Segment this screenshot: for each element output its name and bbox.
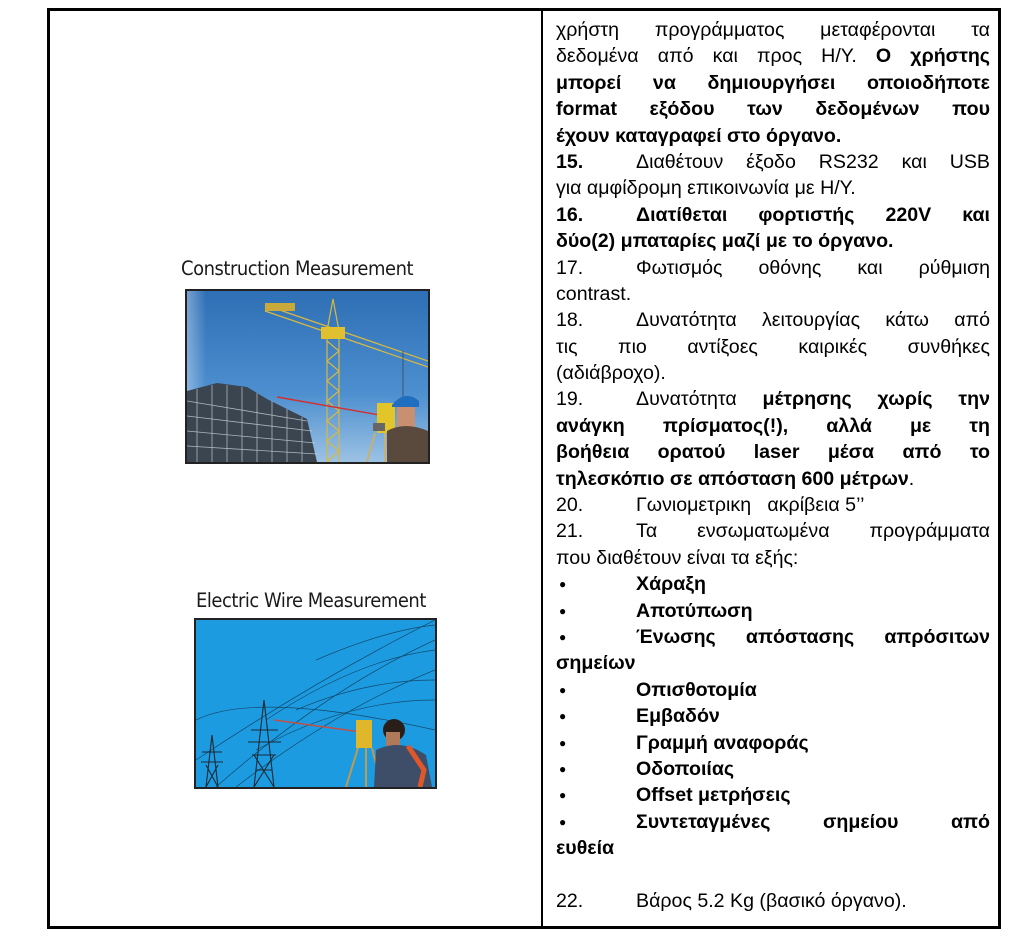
spec-text-bold: τηλεσκόπιο σε απόσταση 600 μέτρων — [556, 467, 909, 490]
specs-cell — [543, 11, 998, 926]
figure-caption-construction: Construction Measurement — [181, 257, 414, 280]
spec-text: που διαθέτουν είναι τα εξής: — [556, 546, 799, 569]
program-label: Χάραξη — [636, 573, 706, 596]
spec-item-17 — [556, 255, 990, 281]
spec-text: Δυνατότητα — [636, 388, 763, 411]
bullet-icon — [556, 598, 636, 626]
program-list-item — [556, 756, 990, 782]
spec-text: contrast. — [556, 282, 632, 305]
program-list-item — [556, 782, 990, 808]
item-number: 19. — [556, 388, 584, 411]
bullet-icon — [556, 677, 636, 705]
program-label: Ένωσης απόστασης απρόσιτων — [636, 625, 990, 648]
spec-line — [556, 545, 990, 571]
spec-text-bold: format εξόδου των δεδομένων που — [556, 98, 990, 121]
program-label: Offset μετρήσεις — [636, 784, 791, 807]
spec-text-bold: δύο(2) μπαταρίες μαζί με το όργανο. — [556, 230, 894, 253]
spec-line — [556, 43, 990, 69]
item-number: 18. — [556, 309, 584, 332]
bullet-icon — [556, 782, 636, 810]
spec-item-15 — [556, 149, 990, 175]
spec-item-22 — [556, 888, 990, 914]
item-number: 15. — [556, 150, 584, 173]
spec-text: για αμφίδρομη επικοινωνία με Η/Υ. — [556, 177, 856, 200]
spec-line — [556, 228, 990, 254]
spec-text-bold: μέτρησης χωρίς την — [762, 388, 990, 411]
electric-wire-photo-illustration — [196, 620, 435, 787]
bullet-icon — [556, 730, 636, 758]
construction-measurement-image — [185, 289, 430, 464]
spec-text-bold: Ο χρήστης — [875, 45, 990, 68]
bullet-icon — [556, 571, 636, 599]
bullet-icon — [556, 756, 636, 784]
spec-item-18 — [556, 307, 990, 333]
program-label: Εμβαδόν — [636, 705, 720, 728]
spec-text-bold: μπορεί να δημιουργήσει οποιοδήποτε — [556, 71, 990, 94]
spec-text-bold: έχουν καταγραφεί στο όργανο. — [556, 124, 842, 147]
item-number: 16. — [556, 203, 584, 226]
bullet-icon — [556, 703, 636, 731]
spec-line — [556, 17, 990, 43]
spec-text: Βάρος 5.2 Kg (βασικό όργανο). — [636, 889, 907, 912]
figures-cell — [50, 11, 541, 926]
spec-text-bold: βοήθεια ορατού laser μέσα από το — [556, 441, 990, 464]
program-list-item — [556, 730, 990, 756]
program-list-item — [556, 571, 990, 597]
spec-line — [556, 123, 990, 149]
spec-text: (αδιάβροχο). — [556, 362, 666, 385]
bullet-icon — [556, 624, 636, 652]
item-number: 20. — [556, 494, 584, 517]
program-label: Γραμμή αναφοράς — [636, 731, 809, 754]
specs-text — [556, 17, 990, 914]
spec-item-20 — [556, 492, 990, 518]
program-list-item-wrap — [556, 650, 990, 676]
spec-item-16 — [556, 202, 990, 228]
construction-photo-illustration — [187, 291, 428, 462]
spec-text: τις πιο αντίξοες καιρικές συνθήκες — [556, 335, 990, 358]
spec-text: . — [908, 467, 915, 490]
spec-text: Δυνατότητα λειτουργίας κάτω από — [636, 309, 990, 332]
spec-text: Διαθέτουν έξοδο RS232 και USB — [636, 150, 990, 173]
spec-text-bold: ανάγκη πρίσματος(!), αλλά με τη — [556, 414, 990, 437]
spec-line — [556, 413, 990, 439]
spec-line — [556, 281, 990, 307]
program-list-item — [556, 677, 990, 703]
spec-item-19 — [556, 386, 990, 412]
figure-caption-electric-wire: Electric Wire Measurement — [196, 589, 426, 612]
spec-text: χρήστη προγράμματος μεταφέρονται τα — [556, 19, 990, 41]
program-list-item — [556, 624, 990, 650]
item-number: 21. — [556, 520, 584, 543]
spec-text-bold: Διατίθεται φορτιστής 220V και — [636, 203, 990, 226]
electric-wire-measurement-image — [194, 618, 437, 789]
spec-text: δεδομένα από και προς Η/Υ. — [556, 45, 876, 68]
program-list-item — [556, 598, 990, 624]
program-list-item-wrap — [556, 835, 990, 861]
spec-table — [47, 8, 1001, 929]
bullet-icon — [556, 809, 636, 837]
program-label: Οδοποιίας — [636, 757, 735, 780]
spec-line — [556, 334, 990, 360]
spec-line — [556, 70, 990, 96]
spec-line — [556, 360, 990, 386]
spec-line — [556, 439, 990, 465]
spec-line — [556, 96, 990, 122]
blank-line — [556, 862, 990, 888]
program-label: Συντεταγμένες σημείου από — [636, 810, 990, 833]
program-label: σημείων — [556, 652, 636, 675]
spec-line — [556, 466, 990, 492]
program-list-item — [556, 809, 990, 835]
program-label: ευθεία — [556, 837, 615, 860]
spec-text: Φωτισμός οθόνης και ρύθμιση — [636, 256, 990, 279]
program-list-item — [556, 703, 990, 729]
item-number: 17. — [556, 256, 584, 279]
program-label: Αποτύπωση — [636, 599, 753, 622]
spec-item-21 — [556, 518, 990, 544]
spec-line — [556, 175, 990, 201]
program-label: Οπισθοτομία — [636, 678, 757, 701]
item-number: 22. — [556, 889, 584, 912]
spec-text: Γωνιομετρικη ακρίβεια 5’’ — [636, 494, 865, 517]
spec-text: Τα ενσωματωμένα προγράμματα — [636, 520, 990, 543]
